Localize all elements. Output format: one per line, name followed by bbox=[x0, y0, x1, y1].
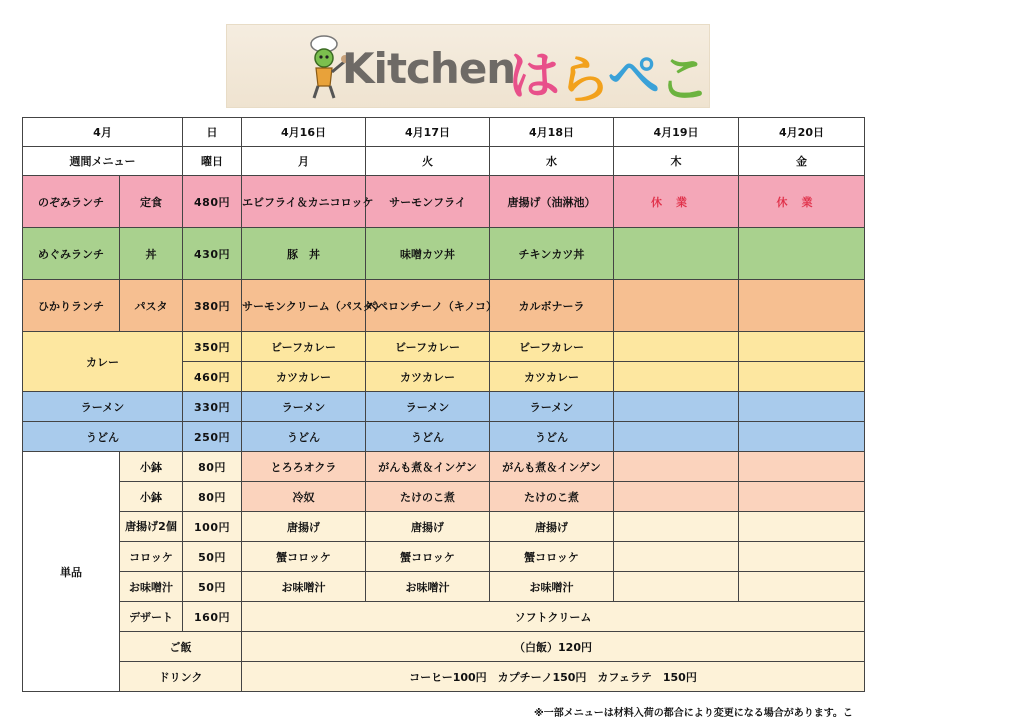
empty-cell bbox=[739, 280, 865, 332]
holiday-cell: 休業 bbox=[739, 176, 865, 228]
drink-item-cell: コーヒー100円 カプチーノ150円 カフェラテ 150円 bbox=[242, 662, 865, 692]
lunch-name: のぞみランチ bbox=[23, 176, 120, 228]
menu-item-cell: お味噌汁 bbox=[366, 572, 490, 602]
empty-cell bbox=[614, 542, 739, 572]
drink-row bbox=[23, 662, 865, 692]
date-cell: 4月16日 bbox=[242, 118, 366, 147]
menu-item-cell: ラーメン bbox=[490, 392, 614, 422]
dessert-row bbox=[23, 602, 865, 632]
price-cell: 350円 bbox=[183, 332, 242, 362]
menu-item-cell: 豚 丼 bbox=[242, 228, 366, 280]
empty-cell bbox=[739, 228, 865, 280]
price-cell: 80円 bbox=[183, 482, 242, 512]
logo-kitchen-text: Kitchen bbox=[342, 44, 516, 93]
menu-item-cell: がんも煮＆インゲン bbox=[366, 452, 490, 482]
menu-item-cell: カルボナーラ bbox=[490, 280, 614, 332]
menu-item-cell: 唐揚げ bbox=[242, 512, 366, 542]
date-cell: 4月18日 bbox=[490, 118, 614, 147]
menu-item-cell: サーモンクリーム（パスタ） bbox=[242, 280, 366, 332]
day-label-cell: 日 bbox=[183, 118, 242, 147]
logo-char: は bbox=[508, 47, 559, 107]
weekday-label-cell: 曜日 bbox=[183, 147, 242, 176]
weekday-cell: 水 bbox=[490, 147, 614, 176]
single-item-name: 小鉢 bbox=[120, 452, 183, 482]
price-cell: 430円 bbox=[183, 228, 242, 280]
weekday-cell: 金 bbox=[739, 147, 865, 176]
header-row-dates bbox=[23, 118, 865, 147]
price-cell: 330円 bbox=[183, 392, 242, 422]
rice-row bbox=[23, 632, 865, 662]
empty-cell bbox=[614, 228, 739, 280]
curry-row bbox=[23, 332, 865, 362]
udon-label: うどん bbox=[23, 422, 183, 452]
single-item-name: 小鉢 bbox=[120, 482, 183, 512]
menu-item-cell: うどん bbox=[490, 422, 614, 452]
menu-item-cell: ラーメン bbox=[366, 392, 490, 422]
single-item-row bbox=[23, 542, 865, 572]
empty-cell bbox=[739, 452, 865, 482]
empty-cell bbox=[739, 392, 865, 422]
menu-item-cell: ビーフカレー bbox=[366, 332, 490, 362]
empty-cell bbox=[739, 512, 865, 542]
single-item-name: 唐揚げ2個 bbox=[120, 512, 183, 542]
menu-item-cell: たけのこ煮 bbox=[366, 482, 490, 512]
price-cell: 50円 bbox=[183, 572, 242, 602]
menu-item-cell: うどん bbox=[242, 422, 366, 452]
single-item-row bbox=[23, 452, 865, 482]
menu-item-cell: 唐揚げ bbox=[490, 512, 614, 542]
single-item-name: コロッケ bbox=[120, 542, 183, 572]
lunch-type: 丼 bbox=[120, 228, 183, 280]
menu-item-cell: カツカレー bbox=[490, 362, 614, 392]
menu-item-cell: ラーメン bbox=[242, 392, 366, 422]
date-cell: 4月20日 bbox=[739, 118, 865, 147]
weekly-menu-table bbox=[22, 117, 865, 692]
menu-item-cell: ビーフカレー bbox=[490, 332, 614, 362]
menu-item-cell: お味噌汁 bbox=[242, 572, 366, 602]
empty-cell bbox=[739, 542, 865, 572]
empty-cell bbox=[614, 482, 739, 512]
empty-cell bbox=[739, 422, 865, 452]
empty-cell bbox=[614, 332, 739, 362]
menu-item-cell: 唐揚げ（油淋池） bbox=[490, 176, 614, 228]
footnote: ※一部メニューは材料入荷の都合により変更になる場合があります。こ bbox=[534, 708, 853, 719]
single-item-row bbox=[23, 482, 865, 512]
dessert-item-cell: ソフトクリーム bbox=[242, 602, 865, 632]
empty-cell bbox=[614, 422, 739, 452]
hikari-lunch-row bbox=[23, 280, 865, 332]
lunch-name: ひかりランチ bbox=[23, 280, 120, 332]
weekday-cell: 火 bbox=[366, 147, 490, 176]
price-cell: 160円 bbox=[183, 602, 242, 632]
single-item-name: お味噌汁 bbox=[120, 572, 183, 602]
lunch-type: パスタ bbox=[120, 280, 183, 332]
empty-cell bbox=[614, 452, 739, 482]
empty-cell bbox=[614, 392, 739, 422]
empty-cell bbox=[739, 482, 865, 512]
price-cell: 250円 bbox=[183, 422, 242, 452]
empty-cell bbox=[614, 362, 739, 392]
ramen-row bbox=[23, 392, 865, 422]
holiday-cell: 休業 bbox=[614, 176, 739, 228]
price-cell: 50円 bbox=[183, 542, 242, 572]
empty-cell bbox=[614, 280, 739, 332]
empty-cell bbox=[739, 572, 865, 602]
kitchen-harapeko-logo bbox=[226, 24, 710, 111]
menu-item-cell: 蟹コロッケ bbox=[490, 542, 614, 572]
ramen-label: ラーメン bbox=[23, 392, 183, 422]
menu-item-cell: うどん bbox=[366, 422, 490, 452]
menu-item-cell: 蟹コロッケ bbox=[366, 542, 490, 572]
menu-item-cell: お味噌汁 bbox=[490, 572, 614, 602]
single-item-name: ご飯 bbox=[120, 632, 242, 662]
menu-item-cell: ビーフカレー bbox=[242, 332, 366, 362]
megumi-lunch-row bbox=[23, 228, 865, 280]
menu-item-cell: がんも煮＆インゲン bbox=[490, 452, 614, 482]
logo-harapeko-text bbox=[508, 34, 708, 109]
menu-item-cell: カツカレー bbox=[242, 362, 366, 392]
weekday-cell: 木 bbox=[614, 147, 739, 176]
menu-item-cell: サーモンフライ bbox=[366, 176, 490, 228]
empty-cell bbox=[739, 362, 865, 392]
curry-label: カレー bbox=[23, 332, 183, 392]
menu-item-cell: ペペロンチーノ（キノコ） bbox=[366, 280, 490, 332]
single-item-name: ドリンク bbox=[120, 662, 242, 692]
single-item-name: デザート bbox=[120, 602, 183, 632]
menu-item-cell: 冷奴 bbox=[242, 482, 366, 512]
date-cell: 4月17日 bbox=[366, 118, 490, 147]
menu-item-cell: エビフライ＆カニコロッケ bbox=[242, 176, 366, 228]
menu-item-cell: 唐揚げ bbox=[366, 512, 490, 542]
empty-cell bbox=[614, 512, 739, 542]
rice-item-cell: （白飯）120円 bbox=[242, 632, 865, 662]
header-row-weekdays bbox=[23, 147, 865, 176]
menu-item-cell: 蟹コロッケ bbox=[242, 542, 366, 572]
price-cell: 480円 bbox=[183, 176, 242, 228]
month-cell: 4月 bbox=[23, 118, 183, 147]
empty-cell bbox=[614, 572, 739, 602]
weekday-cell: 月 bbox=[242, 147, 366, 176]
udon-row bbox=[23, 422, 865, 452]
single-items-label: 単品 bbox=[23, 452, 120, 692]
logo-char: ぺ bbox=[608, 47, 659, 107]
price-cell: 380円 bbox=[183, 280, 242, 332]
single-item-row bbox=[23, 512, 865, 542]
date-cell: 4月19日 bbox=[614, 118, 739, 147]
logo-char: こ bbox=[658, 50, 709, 110]
lunch-type: 定食 bbox=[120, 176, 183, 228]
menu-item-cell: カツカレー bbox=[366, 362, 490, 392]
menu-item-cell: チキンカツ丼 bbox=[490, 228, 614, 280]
menu-item-cell: 味噌カツ丼 bbox=[366, 228, 490, 280]
price-cell: 460円 bbox=[183, 362, 242, 392]
logo-char: ら bbox=[558, 51, 609, 111]
price-cell: 100円 bbox=[183, 512, 242, 542]
menu-item-cell: とろろオクラ bbox=[242, 452, 366, 482]
lunch-name: めぐみランチ bbox=[23, 228, 120, 280]
price-cell: 80円 bbox=[183, 452, 242, 482]
nozomi-lunch-row bbox=[23, 176, 865, 228]
empty-cell bbox=[739, 332, 865, 362]
weekly-menu-label: 週間メニュー bbox=[23, 147, 183, 176]
single-item-row bbox=[23, 572, 865, 602]
menu-item-cell: たけのこ煮 bbox=[490, 482, 614, 512]
